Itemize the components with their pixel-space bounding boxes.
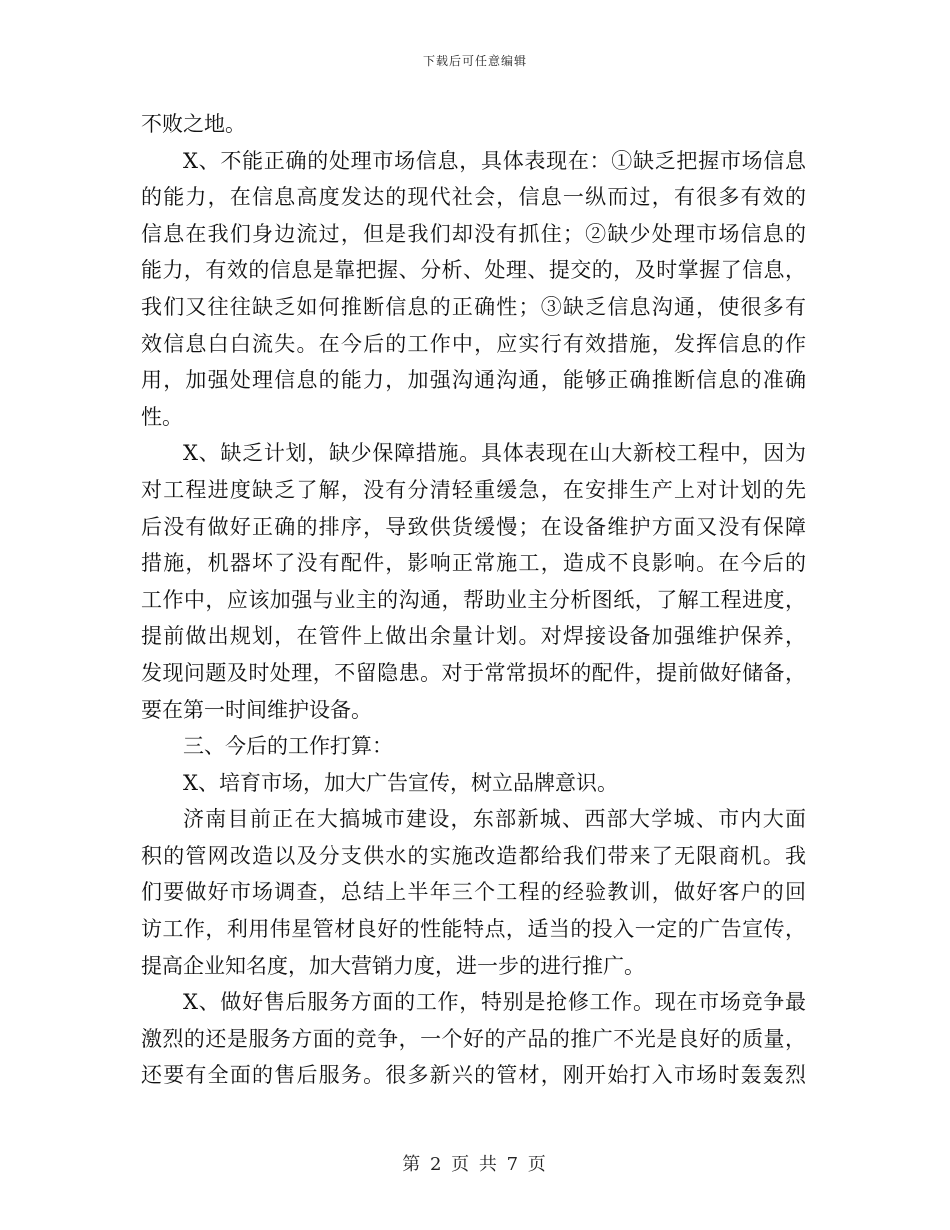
text-line: 积的管网改造以及分支供水的实施改造都给我们带来了无限商机。我: [141, 843, 806, 868]
text-line: X、不能正确的处理市场信息，具体表现在：①缺乏把握市场信息: [183, 148, 806, 173]
text-line: 用，加强处理信息的能力，加强沟通沟通，能够正确推断信息的准确: [141, 368, 806, 393]
text-line: 后没有做好正确的排序，导致供货缓慢；在设备维护方面又没有保障: [141, 514, 806, 539]
text-line: 不败之地。: [141, 112, 246, 136]
page-footer: 第 2 页 共 7 页: [402, 1154, 548, 1175]
text-line: 对工程进度缺乏了解，没有分清轻重缓急，在安排生产上对计划的先: [141, 477, 806, 502]
section-heading: 三、今后的工作打算：: [183, 734, 393, 759]
text-line: 访工作，利用伟星管材良好的性能特点，适当的投入一定的广告宣传，: [141, 917, 806, 942]
text-line: 性。: [141, 404, 183, 429]
text-line: 措施，机器坏了没有配件，影响正常施工，造成不良影响。在今后的: [141, 551, 806, 576]
text-line: 发现问题及时处理，不留隐患。对于常常损坏的配件，提前做好储备，: [141, 660, 806, 685]
text-line: X、做好售后服务方面的工作，特别是抢修工作。现在市场竞争最: [183, 990, 806, 1015]
text-line: 的能力，在信息高度发达的现代社会，信息一纵而过，有很多有效的: [141, 185, 806, 210]
text-line: 提高企业知名度，加大营销力度，进一步的进行推广。: [141, 953, 645, 978]
text-line: 信息在我们身边流过，但是我们却没有抓住；②缺少处理市场信息的: [141, 221, 806, 246]
text-line: 激烈的还是服务方面的竞争，一个好的产品的推广不光是良好的质量，: [141, 1026, 806, 1051]
text-line: 济南目前正在大搞城市建设，东部新城、西部大学城、市内大面: [183, 807, 806, 832]
text-line: X、培育市场，加大广告宣传，树立品牌意识。: [183, 770, 618, 795]
text-line: 效信息白白流失。在今后的工作中，应实行有效措施，发挥信息的作: [141, 331, 806, 356]
text-line: 要在第一时间维护设备。: [141, 697, 372, 722]
text-line: 还要有全面的售后服务。很多新兴的管材，刚开始打入市场时轰轰烈: [141, 1063, 806, 1088]
text-line: 们要做好市场调查，总结上半年三个工程的经验教训，做好客户的回: [141, 880, 806, 905]
text-line: X、缺乏计划，缺少保障措施。具体表现在山大新校工程中，因为: [183, 441, 806, 466]
text-line: 能力，有效的信息是靠把握、分析、处理、提交的，及时掌握了信息，: [141, 258, 806, 283]
document-body: [141, 106, 806, 1094]
text-line: 提前做出规划，在管件上做出余量计划。对焊接设备加强维护保养，: [141, 624, 806, 649]
text-line: 工作中，应该加强与业主的沟通，帮助业主分析图纸，了解工程进度，: [141, 587, 806, 612]
page-header: 下载后可任意编辑: [422, 54, 527, 68]
text-line: 我们又往往缺乏如何推断信息的正确性；③缺乏信息沟通，使很多有: [141, 294, 806, 319]
